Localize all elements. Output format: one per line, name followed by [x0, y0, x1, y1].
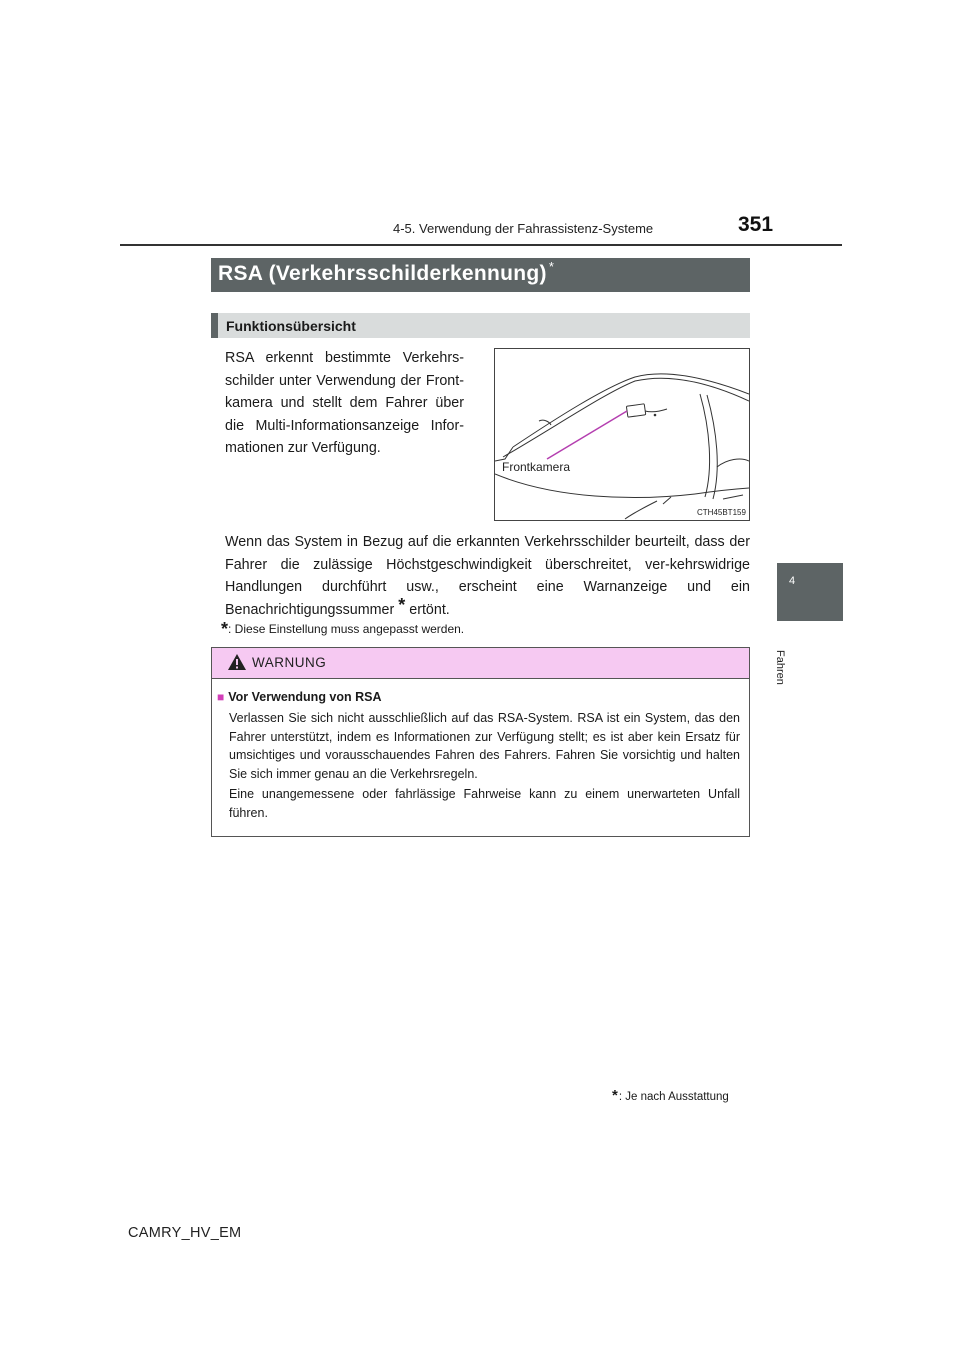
- subsection-marker: [211, 313, 218, 338]
- footnote-star: *: [221, 619, 229, 639]
- document-code: CAMRY_HV_EM: [128, 1225, 242, 1241]
- warning-triangle-icon: [227, 653, 247, 676]
- equipment-note-star: *: [612, 1087, 618, 1104]
- header-section-title: 4-5. Verwendung der Fahrassistenz-Systeme: [393, 221, 654, 236]
- body-paragraph-tail: ertönt.: [405, 601, 450, 618]
- body-paragraph: [225, 531, 750, 621]
- warning-subheading: [217, 690, 382, 704]
- section-title: [218, 259, 555, 286]
- chapter-label: Fahren: [774, 650, 786, 685]
- windshield-illustration: [495, 349, 749, 520]
- body-star: *: [398, 594, 406, 615]
- warning-bullet-icon: ■: [217, 690, 225, 704]
- intro-paragraph: RSA erkennt bestimmte Verkehrs-schilder unter Verwendung der Front-kamera und stellt dem Fahrer über die Multi-Informationsanzeige Infor-mationen zur Verfügung.: [225, 350, 464, 456]
- page-number: 351: [738, 213, 774, 236]
- equipment-note: [612, 1087, 729, 1104]
- warning-paragraph-2: Eine unangemessene oder fahrlässige Fahrweise kann zu einem unerwarteten Unfall führen.: [229, 787, 740, 820]
- warning-subheading-text: Vor Verwendung von RSA: [228, 690, 382, 704]
- camera-pointer-line: [547, 411, 627, 459]
- footnote-text: : Diese Einstellung muss angepasst werden.: [228, 622, 465, 636]
- header-divider: [120, 244, 842, 246]
- windshield-figure: [494, 348, 750, 521]
- section-title-star: *: [548, 259, 555, 274]
- warning-paragraph-1: Verlassen Sie sich nicht ausschließlich auf das RSA-System. RSA ist ein System, das den Fahrer unterstützt, indem es Informationen zur Verfügung stellt; es ist aber kein Ersatz für umsichtiges und vorausschauendes Fahren des Fahrers. Fahren Sie vorsichtig und halten Sie sich immer genau an die Verkehrsregeln.: [229, 711, 740, 781]
- section-title-text: RSA (Verkehrsschilderkennung): [218, 262, 547, 285]
- body-paragraph-text: Wenn das System in Bezug auf die erkannten Verkehrsschilder beurteilt, dass der Fahrer die zulässige Höchstgeschwindigkeit überschreitet, ver-kehrswidrige Handlungen durchführt usw., erscheint eine Warnanzeige und ein Benachrichtigungssummer: [225, 534, 750, 618]
- chapter-tab[interactable]: [777, 563, 843, 621]
- figure-code: CTH45BT159: [697, 508, 746, 517]
- equipment-note-text: : Je nach Ausstattung: [618, 1091, 729, 1103]
- subsection-title: Funktionsübersicht: [226, 318, 356, 334]
- figure-caption: Frontkamera: [502, 460, 571, 474]
- footnote: [221, 617, 464, 638]
- warning-title: WARNUNG: [252, 655, 327, 670]
- chapter-number: 4: [788, 575, 796, 587]
